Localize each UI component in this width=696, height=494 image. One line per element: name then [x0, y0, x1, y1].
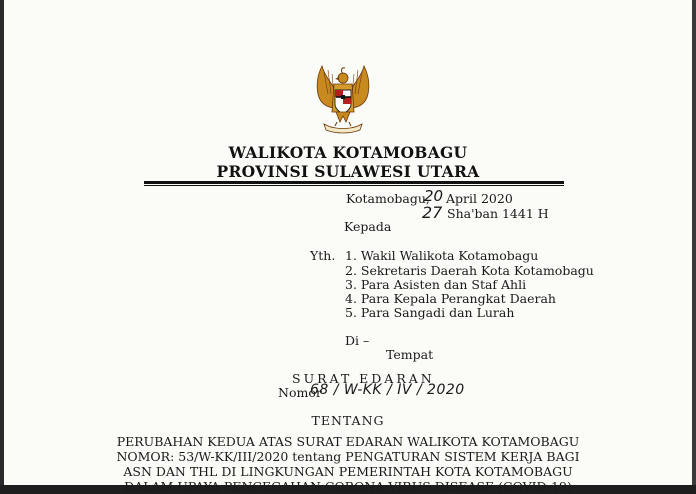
subject-line: PERUBAHAN KEDUA ATAS SURAT EDARAN WALIKOTA KOTAMOBAGU	[116, 434, 580, 449]
kepada-label: Kepada	[344, 219, 392, 234]
recipient-item: 4. Para Kepala Perangkat Daerah	[345, 291, 556, 306]
date-month-year: April 2020	[446, 191, 513, 206]
subject-line: DALAM UPAYA PENCEGAHAN CORONA VIRUS DISEASE (COVID-19)	[124, 479, 572, 494]
subject-line: NOMOR: 53/W-KK/III/2020 tentang PENGATURAN SISTEM KERJA BAGI	[116, 449, 580, 464]
letterhead-province: PROVINSI SULAWESI UTARA	[216, 162, 480, 181]
di-label: Di –	[345, 333, 370, 348]
hijri-day-handwritten: 27	[422, 203, 443, 222]
subject-line: ASN DAN THL DI LINGKUNGAN PEMERINTAH KOTA KOTAMOBAGU	[123, 464, 573, 479]
recipient-item: 5. Para Sangadi dan Lurah	[345, 305, 515, 320]
letterhead-title: WALIKOTA KOTAMOBAGU	[228, 143, 468, 162]
yth-label: Yth.	[310, 248, 336, 263]
tentang-label: TENTANG	[311, 413, 385, 428]
surat-edaran-title: SURAT EDARAN	[292, 371, 435, 386]
nomor-label: Nomor	[278, 385, 322, 400]
letterhead-rule-thick	[144, 181, 564, 184]
recipient-item: 2. Sekretaris Daerah Kota Kotamobagu	[345, 263, 594, 278]
recipient-item: 3. Para Asisten dan Staf Ahli	[345, 277, 527, 292]
nomor-value-handwritten: 68 / W-KK / IV / 2020	[310, 382, 465, 398]
letterhead-rule-thin	[144, 185, 564, 186]
hijri-date: Sha'ban 1441 H	[447, 206, 549, 221]
recipient-item: 1. Wakil Walikota Kotamobagu	[345, 248, 539, 263]
tempat-label: Tempat	[386, 347, 434, 362]
date-day-handwritten: 20	[424, 187, 444, 205]
garuda-emblem-icon	[304, 64, 382, 136]
date-place: Kotamobagu,	[346, 191, 430, 206]
